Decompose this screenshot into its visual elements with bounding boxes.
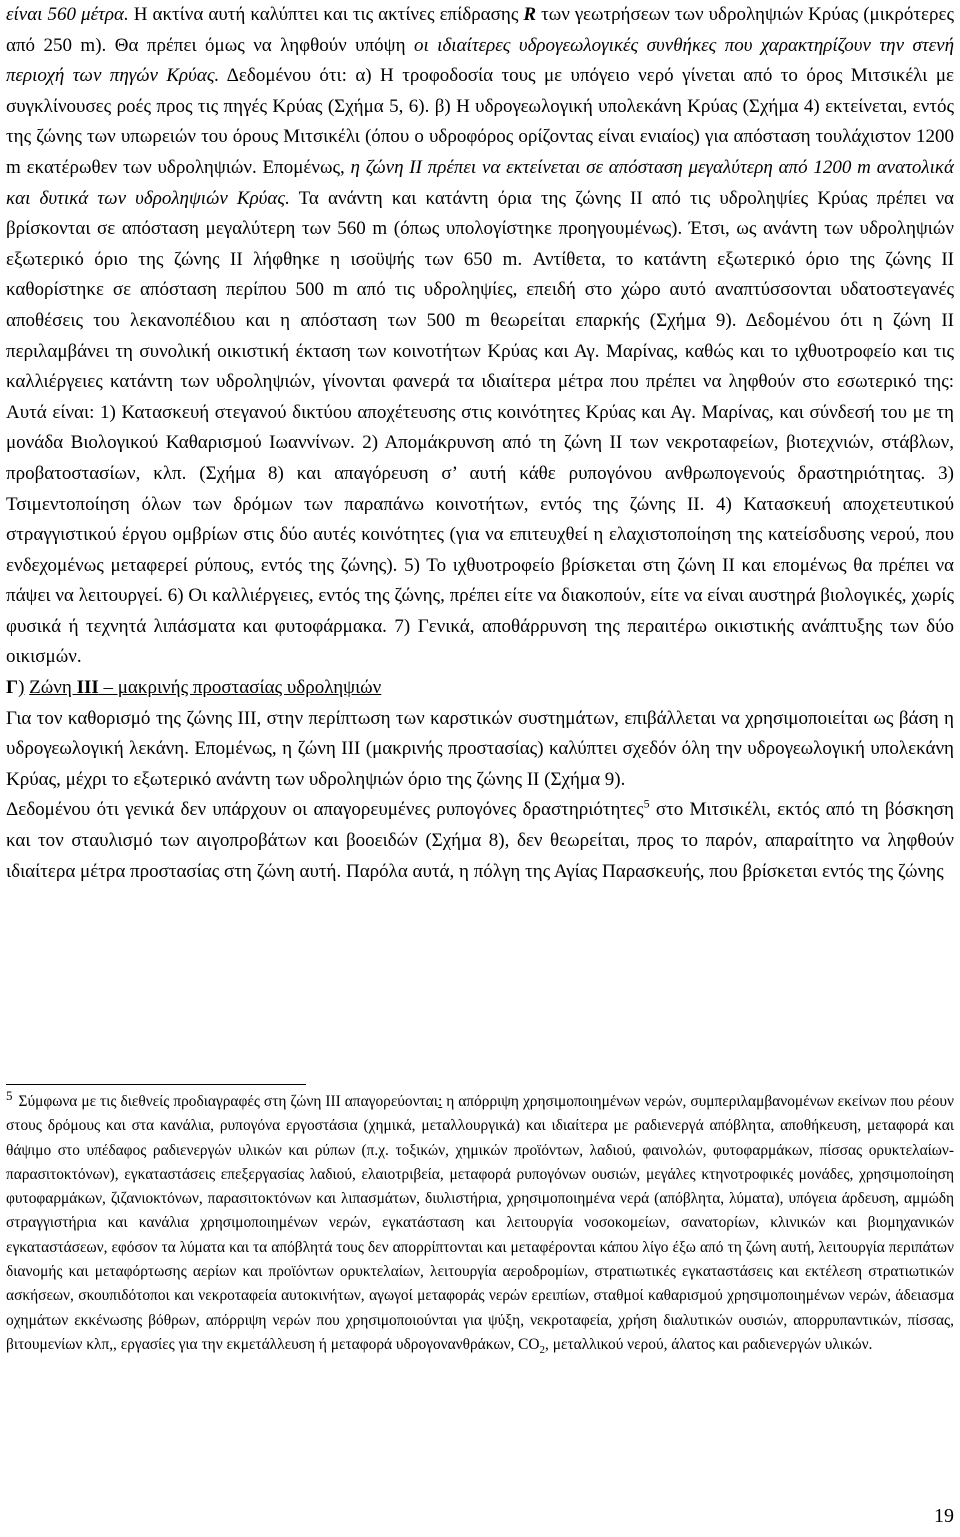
text-span: Δεδομένου ότι γενικά δεν υπάρχουν οι απαγορευμένες ρυπογόνες δραστηριότητες [6,799,644,821]
text-span-symbol-r: R [523,4,537,25]
paragraph-zone-ii [6,0,954,673]
text-span: Τα ανάντη και κατάντη όρια της ζώνης ΙΙ από τις υδροληψίες Κρύας πρέπει να βρίσκονται σε απόσταση μεγαλύτερη των 560 m (όπως υπολογίστηκε προηγουμένως). Έτσι, ως ανάντη των υδροληψιών εξωτερικό όριο της ζώνης ΙΙ λήφθηκε η ισοϋψής των 650 m. Αντίθετα, το κατάντη εξωτερικό όριο της ζώνης ΙΙ καθορίστηκε σε απόσταση περίπου 500 m από τις υδροληψίες, επειδή στο χώρο αυτό αναπτύσσονται υδατοστεγανές αποθέσεις του λεκανοπέδιου και η απόσταση των 500 m θεωρείται επαρκής (Σχήμα 9). Δεδομένου ότι η ζώνη ΙΙ περιλαμβάνει τη συνολική οικιστική έκταση των κοινοτήτων Κρύας και Αγ. Μαρίνας, καθώς και το ιχθυοτροφείο και τις καλλιέργειες κατάντη των υδροληψιών, γίνονται φανερά τα ιδιαίτερα μέτρα που πρέπει να ληφθούν στο εσωτερικό της: Αυτά είναι: 1) Κατασκευή στεγανού δικτύου αποχέτευσης στις κοινότητες Κρύας και Αγ. Μαρίνας, και σύνδεσή του με τη μονάδα Βιολογικού Καθαρισμού Ιωαννίνων. 2) Απομάκρυνση από τη ζώνη ΙΙ των νεκροταφείων, βιοτεχνιών, στάβλων, προβατοστασίων, κλπ. (Σχήμα 8) και απαγόρευση σ’ αυτή κάθε ρυπογόνου ανθρωπογενούς δραστηριότητας. 3) Τσιμεντοποίηση όλων των δρόμων των παραπάνω κοινοτήτων, εντός της ζώνης ΙΙ. 4) Κατασκευή αποχετευτικού στραγγιστικού έργου ομβρίων στις δύο αυτές κοινότητες (για να επιτευχθεί η ελαχιστοποίηση της κατείσδυσης νερού, που ενδεχομένως μεταφερεί ρύπους, εντός της ζώνης). 5) Το ιχθυοτροφείο βρίσκεται στη ζώνη ΙΙ και επομένως θα πρέπει να πάψει να λειτουργεί. 6) Οι καλλιέργειες, εντός της ζώνης, πρέπει είτε να διακοπούν, είτε να είναι αυστηρά βιολογικές, χωρίς φυσικά ή τεχνητά λιπάσματα και φυτοφάρμακα. 7) Γενικά, αποθάρρυνση της περαιτέρω οικιστικής ανάπτυξης των δύο οικισμών. [6,187,954,668]
footnote-5 [6,1087,954,1357]
section-heading-zone-iii [6,673,954,704]
text-span-colon: : [437,1093,443,1110]
text-span: η απόρριψη χρησιμοποιημένων νερών, συμπεριλαμβανομένων εκείνων που ρέουν στους δρόμους και στα κανάλια, ρυπογόνα εργοστάσια (χημικά, μεταλλουργικά) και ιδιαίτερα με ραδιενεργά απόβλητα, αποθήκευση, μεταφορά και θάψιμο στο υπέδαφος ραδιενεργών υλικών και ρύπων (π.χ. τοξικών, χημικών προϊόντων, λαδιού, φαινολών, φυτοφαρμάκων, πίσσας ορυκτελαίων-παρασιτοκτόνων), εγκαταστάσεις επεξεργασίας λαδιού, ελαιοτριβεία, μεταφορά ρυπογόνων ουσιών, μεγάλες κτηνοτροφικές μονάδες, χρησιμοποίηση φυτοφαρμάκων, ζιζανιοκτόνων, παρασιτοκτόνων και λιπασμάτων, διυλιστήρια, χρησιμοποιημένα νερά (απόβλητα, λύματα), υπόγεια άρδευση, αμμώδη στραγγιστήρια και κανάλια χρησιμοποιημένων νερών, εγκατάσταση και λειτουργία νοσοκομείων, σανατορίων, κλινικών και βιομηχανικών εγκαταστάσεων, εφόσον τα λύματα και τα απόβλητά τους δεν απορρίπτονται και μεταφέρονται κάπου λίγο έξω από τη ζώνη αυτή, λειτουργία περιπάτων διανομής και μεταφόρτωσης αερίων και προϊόντων ορυκτελαίων, λειτουργία αεροδρομίων, στρατιωτικές εγκαταστάσεις και εκτέλεση στρατιωτικών ασκήσεων, σκουπιδότοποι και νεκροταφεία αυτοκινήτων, αγωγοί μεταφοράς νερών ερειπίων, σταθμοί καθαρισμού χρησιμοποιημένων νερών, άδειασμα οχημάτων εκκένωσης βόθρων, απόρριψη νερών που χρησιμοποιούνται για ψύξη, νεκροταφεία, χρήση διαλυτικών ουσιών, απορρυπαντικών, πίσσας, βιτουμενίων κλπ,, εργασίες για την εκμετάλλευση ή μεταφορά υδρογονανθράκων, CO [6,1093,954,1353]
footnotes [6,1087,954,1357]
heading-zone-number: ΙΙΙ [76,677,99,699]
footnote-separator [6,1084,306,1085]
text-span: Δεδομένου ότι: α) Η τροφοδοσία τους με υπόγειο νερό γίνεται από το όρος Μιτσικέλι με συγκλίνουσες ροές προς τις πηγές Κρύας (Σχήμα 5, 6). β) Η υδρογεωλογική υπολεκάνη Κρύας (Σχήμα 4) εκτείνεται, εντός της ζώνης των υπωρειών του όρους Μιτσικέλι (όπου ο υδροφόρος ορίζοντας είναι ενιαίος) για απόσταση τουλάχιστον 1200 m εκατέρωθεν των υδροληψιών. Επομένως, [6,65,954,178]
text-span-italic: οι ιδιαίτερες υδρογεωλογικές συνθήκες που χαρακτηρίζουν την στενή περιοχή των πηγών Κρύας. [6,34,955,87]
page-number: 19 [934,1505,954,1527]
footnote-reference[interactable]: 5 [643,797,650,812]
text-span: των γεωτρήσεων των υδροληψιών Κρύας (μικρότερες από 250 m). Θα πρέπει όμως να ληφθούν υπόψη [6,4,954,56]
heading-paren: ) [18,677,25,699]
text-span: Η ακτίνα αυτή καλύπτει και τις ακτίνες επίδρασης [128,4,524,25]
main-text [6,0,954,887]
heading-zone-word: Ζώνη [29,677,77,699]
paragraph-mitsikeli [6,795,954,887]
text-span-italic: η ζώνη ΙΙ πρέπει να εκτείνεται σε απόσταση μεγαλύτερη από 1200 m ανατολικά και δυτικά των υδροληψιών Κρύας. [6,156,954,209]
subscript: 2 [539,1344,546,1357]
footnote-number: 5 [6,1087,13,1103]
text-span: Σύμφωνα με τις διεθνείς προδιαγραφές στη ζώνη ΙΙΙ απαγορεύονται [18,1093,438,1110]
text-span: στο Μιτσικέλι, εκτός από τη βόσκηση και τον σταυλισμό των αιγοπροβάτων και βοοειδών (Σχήμα 8), δεν θεωρείται, προς το παρόν, απαραίτητο να ληφθούν ιδιαίτερα μέτρα προστασίας στη ζώνη αυτή. Παρόλα αυτά, η πόλγη της Αγίας Παρασκευής, που βρίσκεται εντός της ζώνης [6,799,954,882]
document-page [6,0,954,887]
text-span: είναι 560 μέτρα. [6,4,129,25]
heading-letter: Γ [6,677,19,699]
text-span: , μεταλλικού νερού, άλατος και ραδιενεργών υλικών. [545,1335,873,1353]
heading-rest: – μακρινής προστασίας υδροληψιών [98,677,382,699]
paragraph-zone-iii-definition: Για τον καθορισμό της ζώνης ΙΙΙ, στην περίπτωση των καρστικών συστημάτων, επιβάλλεται να χρησιμοποιείται ως βάση η υδρογεωλογική λεκάνη. Επομένως, η ζώνη ΙΙΙ (μακρινής προστασίας) καλύπτει σχεδόν όλη την υδρογεωλογική υπολεκάνη Κρύας, μέχρι το εξωτερικό ανάντη των υδροληψιών όριο της ζώνης ΙΙ (Σχήμα 9). [6,707,954,790]
